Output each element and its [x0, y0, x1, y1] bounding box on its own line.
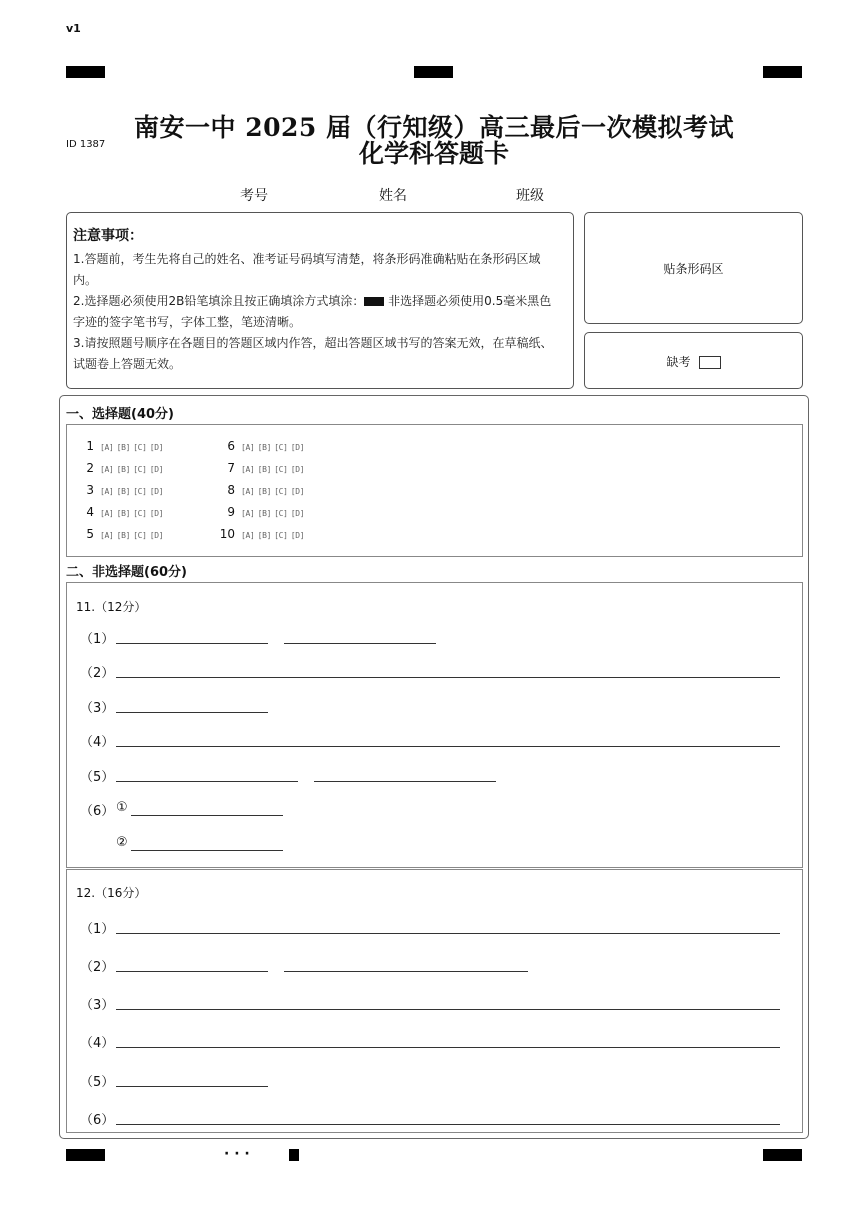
- mcq-option-bubble[interactable]: [A]: [100, 487, 114, 496]
- registration-mark-top-left: [66, 66, 105, 78]
- mcq-option-bubble[interactable]: [B]: [116, 487, 131, 496]
- q12-label-6: （6）: [80, 1113, 115, 1128]
- q11-label-2: （2）: [80, 666, 115, 681]
- q12-label-3: （3）: [80, 998, 115, 1013]
- notice-line-1: 1.答题前，考生先将自己的姓名、准考证号码填写清楚，将条形码准确粘贴在条形码区域内。: [73, 252, 541, 287]
- q12-answer-6[interactable]: [116, 1124, 780, 1125]
- mcq-question-number: 1: [86, 439, 94, 453]
- mcq-question-number: 8: [227, 483, 235, 497]
- mcq-option-bubble[interactable]: [C]: [274, 531, 288, 540]
- mcq-option-bubble[interactable]: [B]: [257, 443, 272, 452]
- section2-title: 二、非选择题(60分): [66, 565, 187, 580]
- mcq-option-bubble[interactable]: [B]: [257, 487, 272, 496]
- q11-label-3: （3）: [80, 701, 115, 716]
- q12-answer-2b[interactable]: [284, 971, 528, 972]
- mcq-option-bubble[interactable]: [A]: [241, 531, 255, 540]
- mcq-option-bubble[interactable]: [B]: [116, 443, 131, 452]
- mcq-option-bubble[interactable]: [A]: [100, 465, 114, 474]
- barcode-area[interactable]: [584, 212, 803, 324]
- q12-answer-2a[interactable]: [116, 971, 268, 972]
- q11-answer-3[interactable]: [116, 712, 268, 713]
- mcq-option-bubble[interactable]: [C]: [133, 531, 147, 540]
- mcq-question-number: 5: [86, 527, 94, 541]
- mcq-question-number: 4: [86, 505, 94, 519]
- mcq-option-bubble[interactable]: [A]: [100, 531, 114, 540]
- mcq-option-bubble[interactable]: [C]: [133, 509, 147, 518]
- mcq-question-row: [74, 505, 166, 519]
- q11-label-4: （4）: [80, 735, 115, 750]
- field-exam-number[interactable]: 考号: [240, 188, 268, 204]
- mcq-question-number: 6: [227, 439, 235, 453]
- mcq-option-bubble[interactable]: [A]: [241, 487, 255, 496]
- q12-title: 12.（16分）: [76, 886, 147, 900]
- mcq-question-number: 3: [86, 483, 94, 497]
- absent-row: [585, 353, 802, 370]
- notice-line-2b: 非选择题必须使用0.5毫米黑色字迹的签字笔书写，字体工整，笔迹清晰。: [73, 294, 552, 329]
- mcq-option-bubble[interactable]: [C]: [133, 487, 147, 496]
- mcq-question-row: [74, 483, 166, 497]
- mcq-option-bubble[interactable]: [D]: [149, 465, 164, 474]
- mcq-question-number: 9: [227, 505, 235, 519]
- absent-checkbox[interactable]: [699, 356, 721, 369]
- mcq-option-bubble[interactable]: [B]: [116, 531, 131, 540]
- mcq-question-row: [215, 527, 307, 541]
- q12-label-5: （5）: [80, 1075, 115, 1090]
- mcq-option-bubble[interactable]: [D]: [149, 531, 164, 540]
- mcq-option-bubble[interactable]: [C]: [274, 443, 288, 452]
- registration-mark-bottom-left: [66, 1149, 105, 1161]
- mcq-question-number: 10: [219, 527, 235, 541]
- mcq-question-number: 7: [227, 461, 235, 475]
- page-subtitle: 化学科答题卡: [358, 139, 509, 168]
- version-label: v1: [66, 22, 81, 35]
- mcq-option-bubble[interactable]: [B]: [257, 509, 272, 518]
- q12-answer-4[interactable]: [116, 1047, 780, 1048]
- mcq-option-bubble[interactable]: [C]: [133, 465, 147, 474]
- mcq-option-bubble[interactable]: [C]: [133, 443, 147, 452]
- mcq-option-bubble[interactable]: [D]: [149, 443, 164, 452]
- field-class[interactable]: 班级: [516, 188, 544, 204]
- barcode-label: 贴条形码区: [663, 262, 724, 276]
- q11-title: 11.（12分）: [76, 600, 147, 614]
- mcq-option-bubble[interactable]: [B]: [116, 465, 131, 474]
- q11-answer-1a[interactable]: [116, 643, 268, 644]
- mcq-option-bubble[interactable]: [C]: [274, 465, 288, 474]
- mcq-question-row: [74, 461, 166, 475]
- q11-answer-4[interactable]: [116, 746, 780, 747]
- q11-label-1: （1）: [80, 632, 115, 647]
- mcq-option-bubble[interactable]: [C]: [274, 509, 288, 518]
- q11-answer-2[interactable]: [116, 677, 780, 678]
- registration-mark-top-center: [414, 66, 453, 78]
- mcq-option-bubble[interactable]: [D]: [290, 443, 305, 452]
- q12-answer-5[interactable]: [116, 1086, 268, 1087]
- q12-answer-3[interactable]: [116, 1009, 780, 1010]
- mcq-option-bubble[interactable]: [D]: [149, 509, 164, 518]
- q11-answer-6b[interactable]: [131, 850, 283, 851]
- mcq-question-row: [215, 439, 307, 453]
- q11-answer-5b[interactable]: [314, 781, 496, 782]
- mcq-option-bubble[interactable]: [A]: [241, 443, 255, 452]
- mcq-area: [66, 424, 803, 557]
- field-name[interactable]: 姓名: [379, 188, 407, 204]
- q11-answer-1b[interactable]: [284, 643, 436, 644]
- registration-mark-top-right: [763, 66, 802, 78]
- q12-label-4: （4）: [80, 1036, 115, 1051]
- q11-answer-5a[interactable]: [116, 781, 298, 782]
- mcq-option-bubble[interactable]: [B]: [257, 531, 272, 540]
- mcq-option-bubble[interactable]: [B]: [116, 509, 131, 518]
- mcq-option-bubble[interactable]: [D]: [290, 509, 305, 518]
- section1-title: 一、选择题(40分): [66, 407, 174, 422]
- mcq-question-row: [74, 439, 166, 453]
- mcq-option-bubble[interactable]: [D]: [290, 465, 305, 474]
- mcq-option-bubble[interactable]: [D]: [149, 487, 164, 496]
- q11-label-6: （6）: [80, 804, 115, 819]
- footer-dots: · · ·: [224, 1146, 250, 1162]
- q11-area: [66, 582, 803, 868]
- mcq-option-bubble[interactable]: [D]: [290, 487, 305, 496]
- mcq-question-row: [215, 505, 307, 519]
- q12-area: [66, 869, 803, 1133]
- mcq-option-bubble[interactable]: [B]: [257, 465, 272, 474]
- notice-line-2a: 2.选择题必须使用2B铅笔填涂且按正确填涂方式填涂：: [73, 294, 365, 308]
- fill-sample-icon: [364, 297, 384, 306]
- id-label: ID 1387: [66, 139, 106, 150]
- mcq-option-bubble[interactable]: [D]: [290, 531, 305, 540]
- registration-mark-bottom-right: [763, 1149, 802, 1161]
- mcq-option-bubble[interactable]: [A]: [241, 465, 255, 474]
- absent-area: [584, 332, 803, 389]
- q12-label-1: （1）: [80, 922, 115, 937]
- q12-answer-1[interactable]: [116, 933, 780, 934]
- mcq-question-row: [215, 483, 307, 497]
- mcq-option-bubble[interactable]: [A]: [241, 509, 255, 518]
- registration-mark-bottom-small: [289, 1149, 299, 1161]
- mcq-question-row: [215, 461, 307, 475]
- notice-line-2: [73, 291, 573, 333]
- notice-title: 注意事项：: [73, 228, 143, 244]
- mcq-question-row: [74, 527, 166, 541]
- q11-sub-1: ①: [116, 800, 128, 815]
- q11-sub-2: ②: [116, 835, 128, 850]
- notice-line-3: 3.请按照题号顺序在各题目的答题区域内作答，超出答题区域书写的答案无效，在草稿纸、试题卷上答题无效。: [73, 336, 553, 371]
- absent-label: 缺考: [666, 355, 691, 369]
- page-title: 南安一中 2025 届（行知级）高三最后一次模拟考试: [134, 113, 734, 142]
- q11-label-5: （5）: [80, 770, 115, 785]
- notice-box: [66, 212, 574, 389]
- q11-answer-6a[interactable]: [131, 815, 283, 816]
- mcq-option-bubble[interactable]: [C]: [274, 487, 288, 496]
- mcq-question-number: 2: [86, 461, 94, 475]
- mcq-option-bubble[interactable]: [A]: [100, 443, 114, 452]
- mcq-option-bubble[interactable]: [A]: [100, 509, 114, 518]
- q12-label-2: （2）: [80, 960, 115, 975]
